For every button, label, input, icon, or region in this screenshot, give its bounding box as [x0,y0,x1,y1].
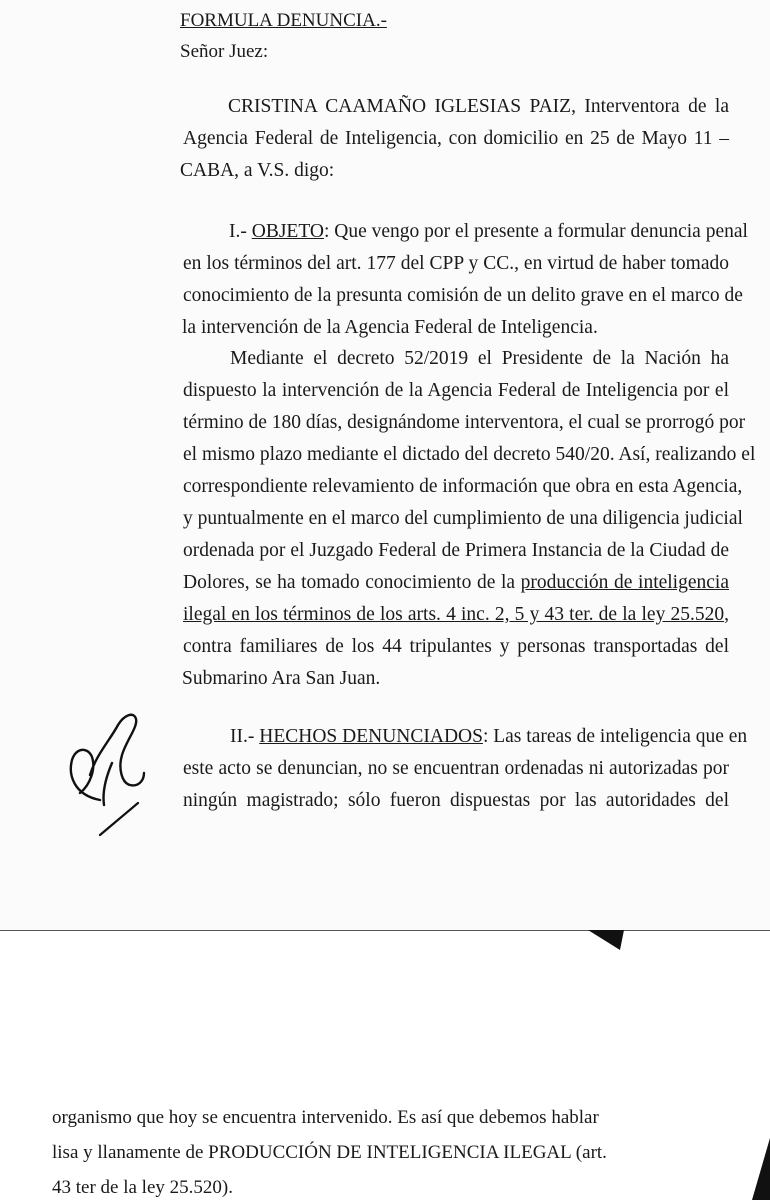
mediante-line9-underlined: ilegal en los términos de los arts. 4 inc. 2, 5 y 43 ter. de la ley 25.520 [183,604,725,625]
hechos-line-2: este acto se denuncian, no se encuentran ordenadas ni autorizadas por [183,758,729,779]
objeto-line-4: la intervención de la Agencia Federal de Inteligencia. [182,317,598,338]
mediante-line-6: y puntualmente en el marco del cumplimiento de una diligencia judicial [183,508,743,529]
mediante-line8-plain: Dolores, se ha tomado conocimiento de la [183,572,521,593]
objeto-number: I.- [229,221,252,242]
intro-line-2: Agencia Federal de Inteligencia, con domicilio en 25 de Mayo 11 – [183,128,729,149]
intro-line-3: CABA, a V.S. digo: [180,160,335,181]
mediante-line-7: ordenada por el Juzgado Federal de Primera Instancia de la Ciudad de [183,540,729,561]
hechos-line-3: ningún magistrado; sólo fueron dispuestas por las autoridades del [183,790,729,811]
objeto-label: OBJETO [251,221,324,242]
mediante-line-10: contra familiares de los 44 tripulantes y personas transportadas del [183,636,729,657]
mediante-line-9 [183,604,729,626]
mediante-line-8 [183,572,729,594]
salutation: Señor Juez: [180,41,269,62]
page-edge-shadow [748,1138,770,1200]
intro-line-1: CRISTINA CAAMAÑO IGLESIAS PAIZ, Interventora de la [228,96,729,117]
handwritten-signature [60,705,160,840]
mediante-line-4: el mismo plazo mediante el dictado del decreto 540/20. Así, realizando el [183,444,756,465]
objeto-line-1 [229,221,748,243]
page-divider [0,930,770,931]
mediante-line-3: término de 180 días, designándome interventora, el cual se prorrogó por [183,412,746,433]
objeto-line-3: conocimiento de la presunta comisión de un delito grave en el marco de [183,285,743,306]
page2-line-3: 43 ter de la ley 25.520). [52,1177,233,1198]
hechos-line-1 [230,726,748,748]
mediante-line-5: correspondiente relevamiento de información que obra en esta Agencia, [183,476,743,497]
heading [180,10,387,32]
mediante-line8-underlined: producción de inteligencia [520,572,729,593]
hechos-label: HECHOS DENUNCIADOS [259,726,483,747]
page-corner-mark [588,930,628,952]
mediante-line-11: Submarino Ara San Juan. [182,668,381,689]
objeto-line-2: en los términos del art. 177 del CPP y CC., en virtud de haber tomado [183,253,729,274]
mediante-line9-rest: , [724,604,729,625]
hechos-number: II.- [230,726,260,747]
heading-text: FORMULA DENUNCIA.- [180,10,387,31]
hechos-line1-rest: : Las tareas de inteligencia que en [482,726,748,747]
page2-line-1: organismo que hoy se encuentra intervenido. Es así que debemos hablar [52,1107,599,1128]
mediante-line-2: dispuesto la intervención de la Agencia Federal de Inteligencia por el [183,380,729,401]
page2-line-2: lisa y llanamente de PRODUCCIÓN DE INTELIGENCIA ILEGAL (art. [52,1142,607,1163]
mediante-line-1: Mediante el decreto 52/2019 el Presidente de la Nación ha [230,348,729,369]
objeto-line1-rest: : Que vengo por el presente a formular denuncia penal [323,221,748,242]
